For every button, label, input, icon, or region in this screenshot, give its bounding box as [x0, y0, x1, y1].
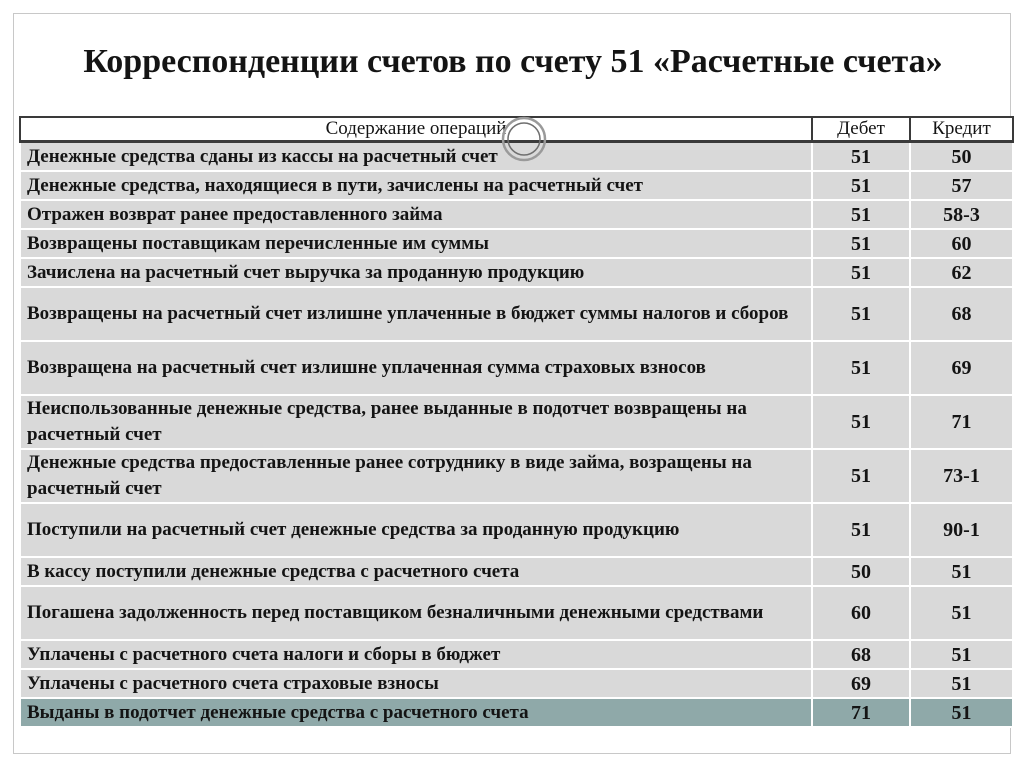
credit-cell: 51 — [910, 586, 1013, 640]
debit-cell: 51 — [812, 449, 910, 503]
table-row — [20, 669, 1013, 698]
header-debit: Дебет — [812, 117, 910, 142]
debit-cell: 51 — [812, 287, 910, 341]
table-row — [20, 341, 1013, 395]
operation-cell: Отражен возврат ранее предоставленного займа — [20, 200, 812, 229]
debit-cell: 51 — [812, 395, 910, 449]
debit-cell: 50 — [812, 557, 910, 586]
credit-cell: 50 — [910, 142, 1013, 172]
credit-cell: 68 — [910, 287, 1013, 341]
table-row — [20, 287, 1013, 341]
operation-cell: Денежные средства, находящиеся в пути, зачислены на расчетный счет — [20, 171, 812, 200]
debit-cell: 51 — [812, 142, 910, 172]
operation-cell: Денежные средства предоставленные ранее сотруднику в виде займа, возращены на расчетный счет — [20, 449, 812, 503]
credit-cell: 69 — [910, 341, 1013, 395]
debit-cell: 69 — [812, 669, 910, 698]
debit-cell: 51 — [812, 341, 910, 395]
debit-cell: 71 — [812, 698, 910, 727]
credit-cell: 90-1 — [910, 503, 1013, 557]
operation-cell: В кассу поступили денежные средства с расчетного счета — [20, 557, 812, 586]
operation-cell: Неиспользованные денежные средства, ранее выданные в подотчет возвращены на расчетный счет — [20, 395, 812, 449]
accounts-table — [19, 116, 1014, 728]
table-row — [20, 557, 1013, 586]
debit-cell: 68 — [812, 640, 910, 669]
header-credit: Кредит — [910, 117, 1013, 142]
debit-cell: 51 — [812, 200, 910, 229]
operation-cell: Уплачены с расчетного счета налоги и сборы в бюджет — [20, 640, 812, 669]
debit-cell: 51 — [812, 171, 910, 200]
debit-cell: 51 — [812, 258, 910, 287]
credit-cell: 51 — [910, 557, 1013, 586]
table-row-highlighted — [20, 698, 1013, 727]
credit-cell: 51 — [910, 669, 1013, 698]
debit-cell: 51 — [812, 503, 910, 557]
credit-cell: 58-3 — [910, 200, 1013, 229]
credit-cell: 73-1 — [910, 449, 1013, 503]
operation-cell: Уплачены с расчетного счета страховые взносы — [20, 669, 812, 698]
debit-cell: 51 — [812, 229, 910, 258]
slide — [13, 13, 1011, 754]
operation-cell: Возвращены на расчетный счет излишне уплаченные в бюджет суммы налогов и сборов — [20, 287, 812, 341]
header-operation: Содержание операций — [20, 117, 812, 142]
page-title: Корреспонденции счетов по счету 51 «Расчетные счета» — [83, 43, 943, 80]
operation-cell: Зачислена на расчетный счет выручка за проданную продукцию — [20, 258, 812, 287]
credit-cell: 51 — [910, 698, 1013, 727]
table-row — [20, 449, 1013, 503]
debit-cell: 60 — [812, 586, 910, 640]
credit-cell: 51 — [910, 640, 1013, 669]
operation-cell: Погашена задолженность перед поставщиком безналичными денежными средствами — [20, 586, 812, 640]
credit-cell: 57 — [910, 171, 1013, 200]
table-row — [20, 229, 1013, 258]
table-row — [20, 258, 1013, 287]
table-row — [20, 640, 1013, 669]
table-row — [20, 200, 1013, 229]
credit-cell: 60 — [910, 229, 1013, 258]
table-row — [20, 503, 1013, 557]
circle-cursor-icon — [499, 114, 549, 164]
table-row — [20, 395, 1013, 449]
operation-cell: Возвращены поставщикам перечисленные им суммы — [20, 229, 812, 258]
credit-cell: 71 — [910, 395, 1013, 449]
table-row — [20, 586, 1013, 640]
operation-cell: Выданы в подотчет денежные средства с расчетного счета — [20, 698, 812, 727]
operation-cell: Возвращена на расчетный счет излишне уплаченная сумма страховых взносов — [20, 341, 812, 395]
table-row — [20, 171, 1013, 200]
operation-cell: Поступили на расчетный счет денежные средства за проданную продукцию — [20, 503, 812, 557]
operation-cell: Денежные средства сданы из кассы на расчетный счет — [20, 142, 812, 172]
credit-cell: 62 — [910, 258, 1013, 287]
